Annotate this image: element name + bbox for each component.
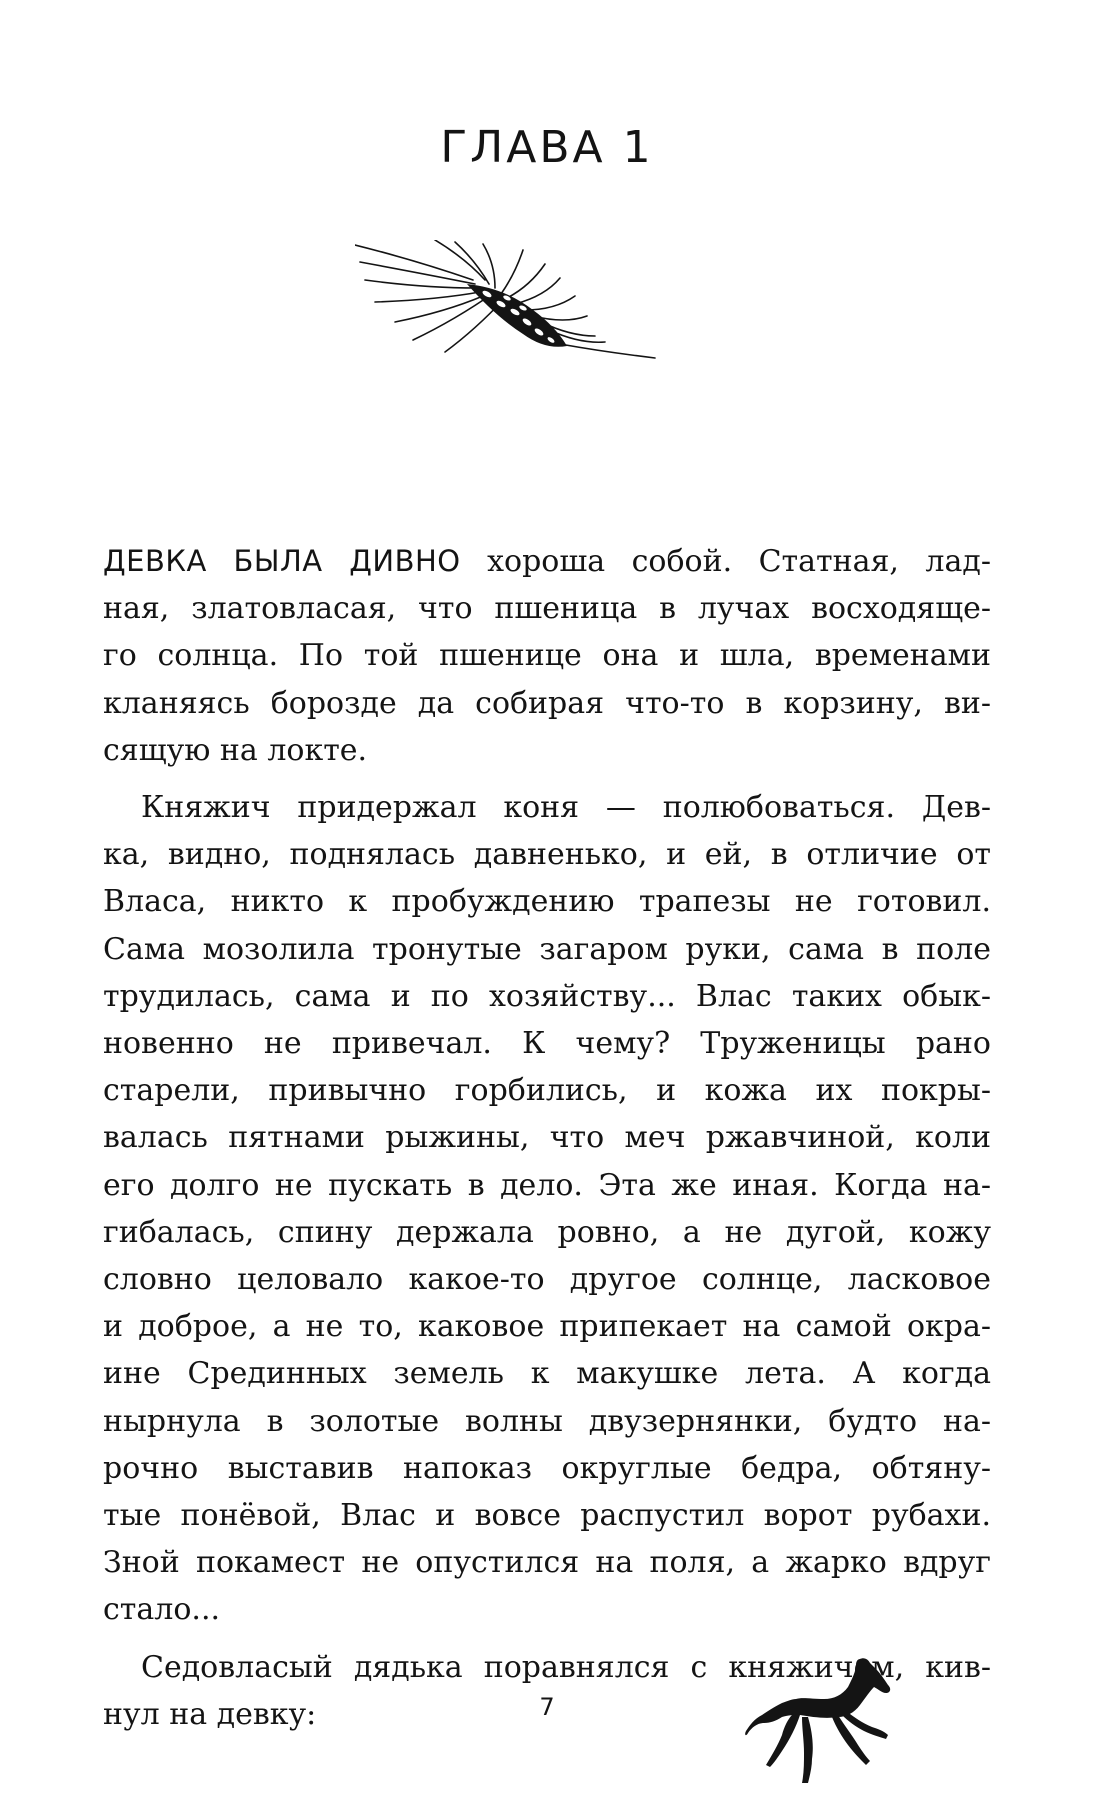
text-line: рочно выставив напоказ округлые бедра, обтяну- [103, 1450, 991, 1486]
page-number: 7 [539, 1693, 555, 1721]
paragraph-1 [103, 538, 991, 774]
text-line: го солнца. По той пшенице она и шла, временами [103, 638, 991, 674]
chapter-title: ГЛАВА 1 [440, 122, 654, 173]
text-line: стало... [103, 1592, 221, 1628]
text-line: ная, златовласая, что пшеница в лучах восходяще- [103, 591, 991, 627]
text-line: и доброе, а не то, каковое припекает на самой окра- [103, 1309, 991, 1345]
horse-icon [742, 1655, 902, 1805]
text-line: гибалась, спину держала ровно, а не дугой, кожу [103, 1214, 991, 1250]
text-line: ине Срединных земель к макушке лета. А когда [103, 1356, 991, 1392]
text-line: трудилась, сама и по хозяйству... Влас таких обык- [103, 978, 991, 1014]
text-line: нырнула в золотые волны двузернянки, будто на- [103, 1403, 991, 1439]
text-line [103, 538, 991, 585]
lead-in-caps: ДЕВКА БЫЛА ДИВНО [103, 544, 461, 578]
text-line: Сама мозолила тронутые загаром руки, сама в поле [103, 931, 991, 967]
text-line: валась пятнами рыжины, что меч ржавчиной, коли [103, 1120, 991, 1156]
text-line: Зной покамест не опустился на поля, а жарко вдруг [103, 1545, 991, 1581]
text-line: ка, видно, поднялась давненько, и ей, в отличие от [103, 837, 991, 873]
text-line: Седовласый дядька поравнялся с княжичем, кив- [141, 1649, 991, 1685]
text-line: тые понёвой, Влас и вовсе распустил ворот рубахи. [103, 1498, 991, 1534]
wheat-ear-icon [355, 240, 715, 430]
text-line: новенно не привечал. К чему? Труженицы рано [103, 1026, 991, 1062]
text-line-part: хороша собой. Статная, лад- [460, 544, 991, 579]
text-line: сящую на локте. [103, 732, 368, 768]
text-line: нул на девку: [103, 1696, 317, 1732]
text-line: Княжич придержал коня — полюбоваться. Дев- [141, 790, 991, 826]
text-line: словно целовало какое-то другое солнце, ласковое [103, 1262, 991, 1298]
text-line: старели, привычно горбились, и кожа их покры- [103, 1073, 991, 1109]
text-line: кланяясь борозде да собирая что-то в корзину, ви- [103, 685, 991, 721]
text-line: Власа, никто к пробуждению трапезы не готовил. [103, 884, 991, 920]
paragraph-2 [103, 784, 991, 1634]
body-text [103, 538, 991, 1738]
text-line: его долго не пускать в дело. Эта же иная. Когда на- [103, 1167, 991, 1203]
